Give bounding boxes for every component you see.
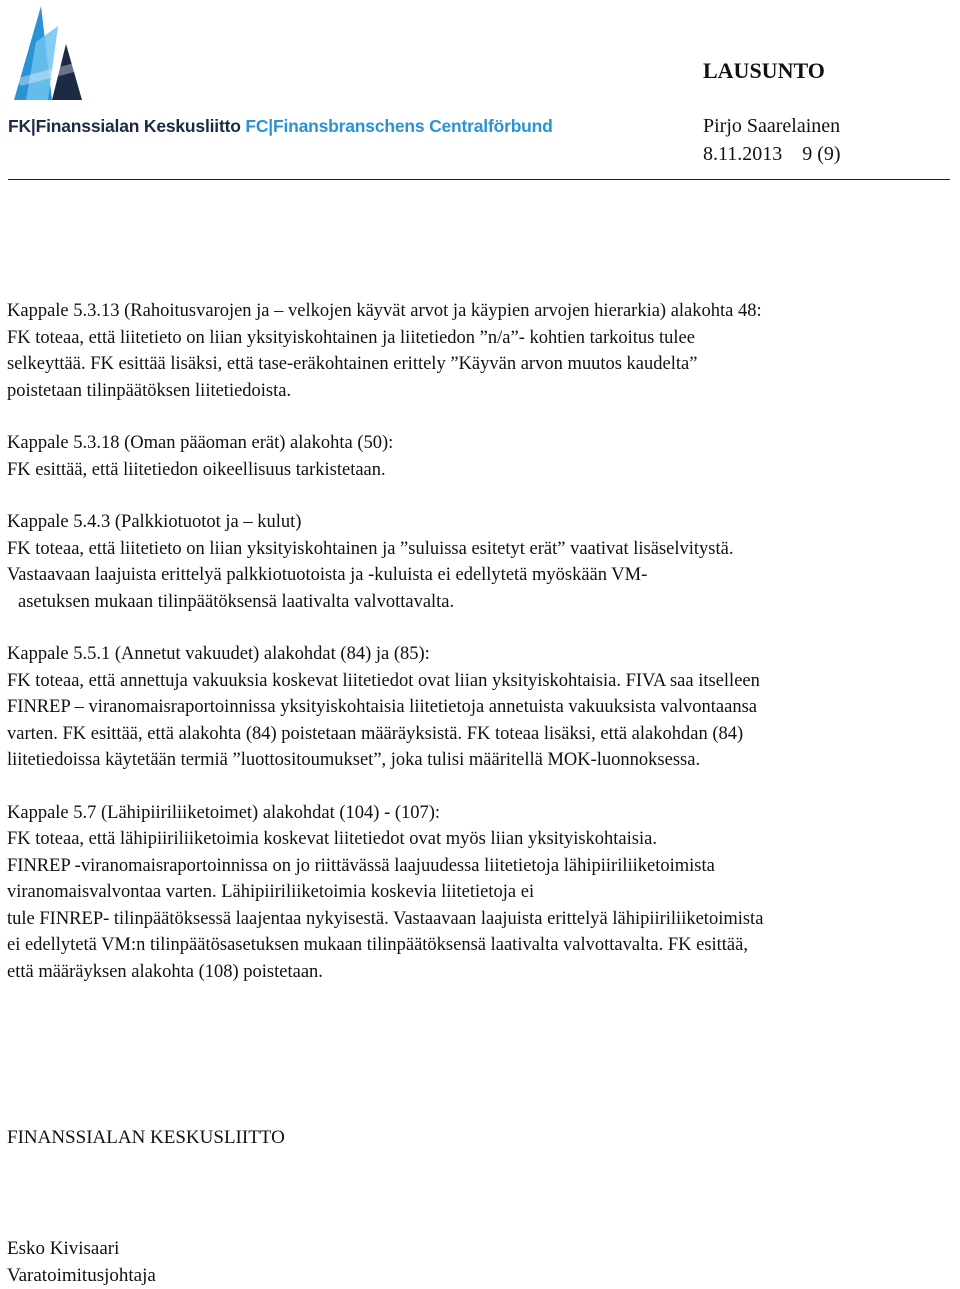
signer-title: Varatoimitusjohtaja [7,1265,156,1286]
text-line: että määräyksen alakohta (108) poistetaan. [7,961,323,982]
text-line: ei edellytetä VM:n tilinpäätösasetuksen mukaan tilinpäätöksensä laativalta valvottavalta. FK esittää, [7,935,748,955]
text-line: Vastaavaan laajuista erittelyä palkkiotuotoista ja -kuluista ei edellytetä myöskään VM- [7,565,648,585]
text-line: FK toteaa, että liitetieto on liian yksityiskohtainen ja liitetiedon ”n/a”- kohtien tarkoitus tulee [7,327,695,348]
text-line: liitetiedoissa käytetään termiä ”luottositoumukset”, joka tulisi määritellä MOK-luonnoksessa. [7,750,701,770]
text-line: viranomaisvalvontaa varten. Lähipiiriliiketoimia koskevia liitetietoja ei [7,882,535,902]
text-line: selkeyttää. FK esittää lisäksi, että tase-eräkohtainen erittely ”Käyvän arvon muutos kaudelta” [7,354,698,374]
section-heading-line: Kappale 5.3.13 (Rahoitusvarojen ja – velkojen käyvät arvot ja käypien arvojen hierarkia) alakohta 48: [7,301,762,321]
date-page: 8.11.2013 9 (9) [703,143,841,165]
section-heading-line: Kappale 5.7 (Lähipiiriliiketoimet) alakohdat (104) - (107): [7,802,441,823]
paragraph [7,298,959,404]
paragraph [7,430,959,483]
paragraph [7,641,959,774]
section-heading-line: Kappale 5.4.3 (Palkkiotuotot ja – kulut) [7,512,302,532]
text-line: FK toteaa, että lähipiiriliiketoimia koskevat liitetiedot ovat myös liian yksityiskohtaisia. [7,829,657,849]
logo-mark-icon [8,4,88,104]
logo-text-fi: FK|Finanssialan Keskusliitto [8,116,241,136]
author-name: Pirjo Saarelainen [703,115,841,137]
paragraph [7,800,959,986]
text-line: tule FINREP- tilinpäätöksessä laajentaa nykyisestä. Vastaavaan laajuista erittelyä lähipiiriliiketoimista [7,908,764,929]
text-line: FK toteaa, että annettuja vakuuksia koskevat liitetiedot ovat liian yksityiskohtaisia. FIVA saa itselleen [7,670,760,691]
text-line: FK toteaa, että liitetieto on liian yksityiskohtainen ja ”suluissa esitetyt erät” vaativat lisäselvitystä. [7,538,734,559]
text-line: FK esittää, että liitetiedon oikeellisuus tarkistetaan. [7,459,386,480]
signature-block [7,1235,156,1289]
section-heading-line: Kappale 5.5.1 (Annetut vakuudet) alakohdat (84) ja (85): [7,644,430,664]
signer-name: Esko Kivisaari [7,1238,120,1259]
text-line: FINREP – viranomaisraportoinnissa yksityiskohtaisia liitetietoja annetuista vakuuksista valvontaansa [7,697,757,717]
text-line: FINREP -viranomaisraportoinnissa on jo riittävässä laajuudessa liitetietoja lähipiiriliiketoimista [7,855,715,876]
text-line: poistetaan tilinpäätöksen liitetiedoista. [7,380,292,401]
document-body [7,298,959,1011]
text-line: varten. FK esittää, että alakohta (84) poistetaan määräyksistä. FK toteaa lisäksi, että alakohdan (84) [7,723,744,744]
header-divider [8,179,950,180]
signature-organization: FINANSSIALAN KESKUSLIITTO [7,1127,285,1148]
logo-text-sv: FC|Finansbranschens Centralförbund [245,116,553,136]
company-logo [8,4,573,144]
header-meta [703,112,841,168]
paragraph [7,509,959,615]
section-heading-line: Kappale 5.3.18 (Oman pääoman erät) alakohta (50): [7,433,394,453]
document-type: LAUSUNTO [703,58,825,83]
text-line: asetuksen mukaan tilinpäätöksensä laativalta valvottavalta. [18,591,455,612]
